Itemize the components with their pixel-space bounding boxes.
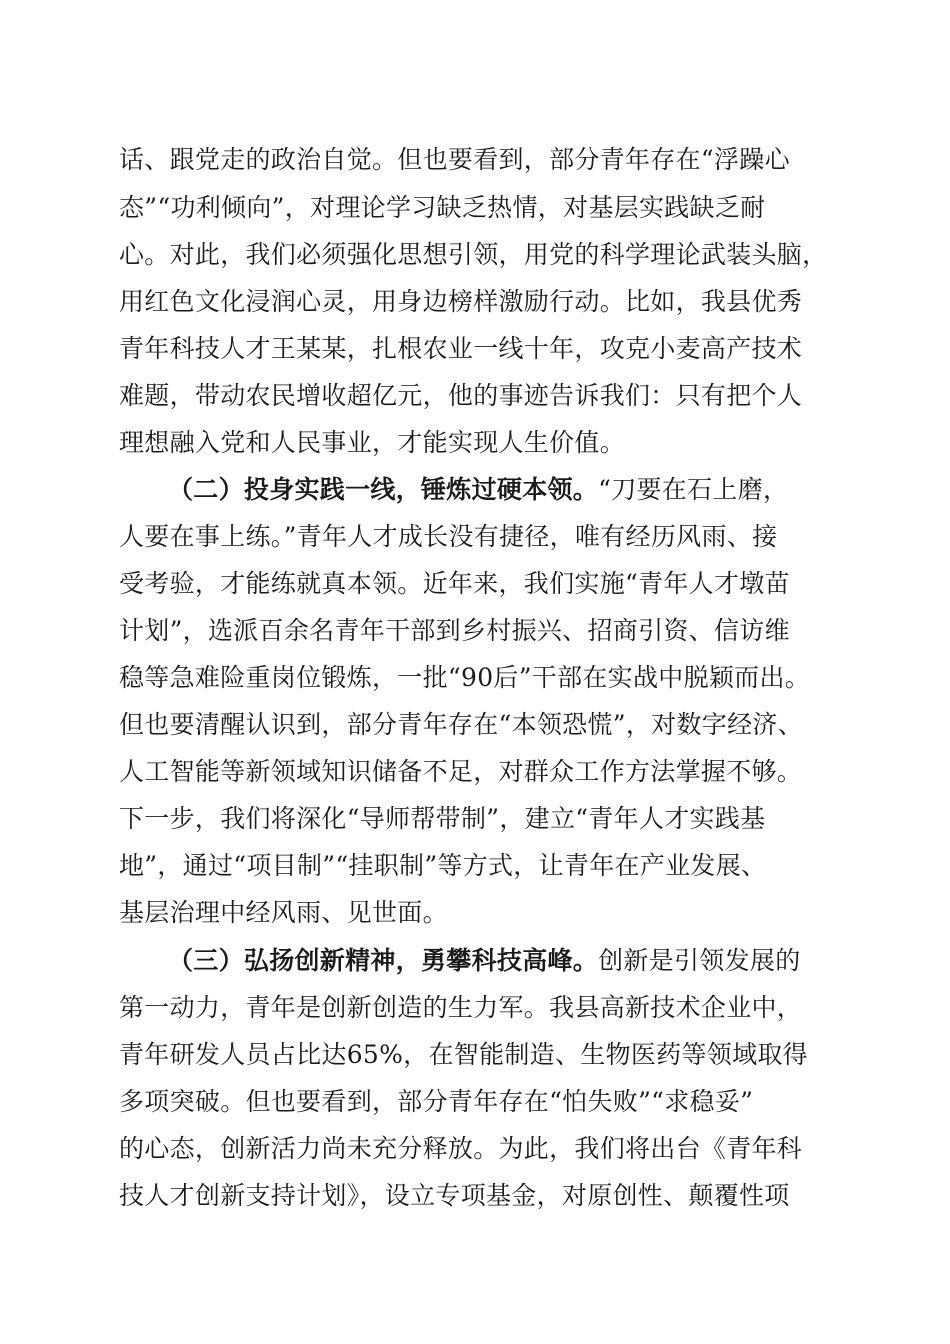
paragraph-2-line: 人工智能等新领域知识储备不足，对群众工作方法掌握不够。 [119,757,803,786]
paragraph-2-line: 但也要清醒认识到，部分青年存在“本领恐慌”，对数字经济、 [119,710,803,739]
paragraph-3-first-line [168,946,801,976]
paragraph-1-line: 话、跟党走的政治自觉。但也要看到，部分青年存在“浮躁心 [119,145,790,174]
paragraph-1-line: 难题，带动农民增收超亿元，他的事迹告诉我们：只有把个人 [119,381,803,410]
paragraph-2-line: 稳等急难险重岗位锻炼，一批“90后”干部在实战中脱颖而出。 [119,663,811,692]
paragraph-1-line: 心。对此，我们必须强化思想引领，用党的科学理论武装头脑， [119,240,828,269]
paragraph-2-line: 下一步，我们将深化“导师帮带制”，建立“青年人才实践基 [119,804,766,833]
paragraph-1-line: 理想融入党和人民事业，才能实现人生价值。 [119,428,626,457]
paragraph-1-line: 用红色文化浸润心灵，用身边榜样激励行动。比如，我县优秀 [119,287,803,316]
paragraph-2-line: 基层治理中经风雨、见世面。 [119,898,448,927]
paragraph-2-line: 人要在事上练。”青年人才成长没有捷径，唯有经历风雨、接 [119,522,778,551]
paragraph-3-text: 创新是引领发展的 [598,946,801,975]
paragraph-3-line: 青年研发人员占比达65%，在智能制造、生物医药等领域取得 [119,1040,808,1069]
paragraph-3-line: 的心态，创新活力尚未充分释放。为此，我们将出台《青年科 [119,1134,803,1163]
paragraph-2-line: 受考验，才能练就真本领。近年来，我们实施“青年人才墩苗 [119,569,790,598]
paragraph-3-line: 多项突破。但也要看到，部分青年存在“怕失败”“求稳妥” [119,1087,754,1116]
paragraph-1-line: 态”“功利倾向”，对理论学习缺乏热情，对基层实践缺乏耐 [119,193,766,222]
paragraph-2-first-line [168,475,788,505]
paragraph-2-line: 地”，通过“项目制”“挂职制”等方式，让青年在产业发展、 [119,851,767,880]
section-heading-3: （三）弘扬创新精神，勇攀科技高峰。 [168,946,599,975]
paragraph-2-text: “刀要在石上磨， [598,475,789,504]
paragraph-3-line: 第一动力，青年是创新创造的生力军。我县高新技术企业中， [119,993,803,1022]
paragraph-2-line: 计划”，选派百余名青年干部到乡村振兴、招商引资、信访维 [119,616,790,645]
section-heading-2: （二）投身实践一线，锤炼过硬本领。 [168,475,599,504]
paragraph-1-line: 青年科技人才王某某，扎根农业一线十年，攻克小麦高产技术 [119,334,803,363]
paragraph-3-line: 技人才创新支持计划》，设立专项基金，对原创性、颠覆性项 [119,1181,790,1210]
